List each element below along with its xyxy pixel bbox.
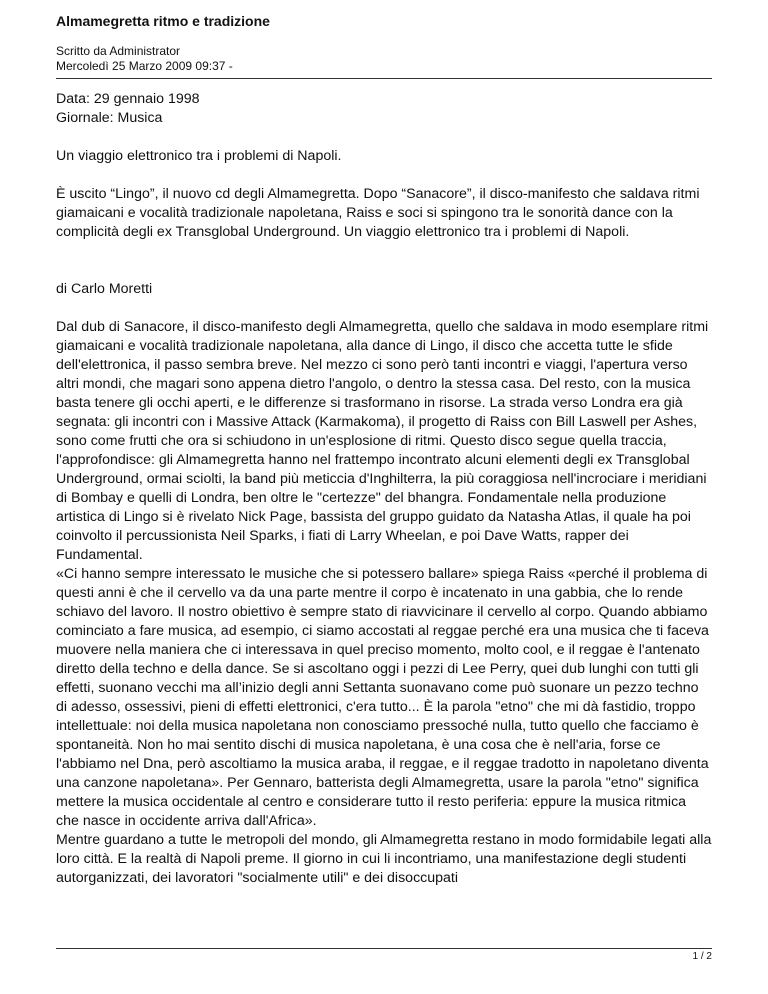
article-body <box>56 90 712 888</box>
article-date: Data: 29 gennaio 1998 <box>56 91 200 107</box>
page-number: 1 / 2 <box>692 951 712 962</box>
article-paragraph: Mentre guardano a tutte le metropoli del mondo, gli Almamegretta restano in modo formidabile legati alla loro città. E la realtà di Napoli preme. Il giorno in cui li incontriamo, una manifestazione degli studenti autorganizzati, dei lavoratori "socialmente utili" e dei disoccupati <box>56 832 712 886</box>
article-source: Giornale: Musica <box>56 110 163 126</box>
article-paragraph: Dal dub di Sanacore, il disco-manifesto degli Almamegretta, quello che saldava in modo esemplare ritmi giamaicani e vocalità tradizionale napoletana, alla dance di Lingo, il disco che accetta tutte le sfide dell'elettronica, il passo sembra breve. Nel mezzo ci sono però tanti incontri e viaggi, l'apertura verso altri mondi, che magari sono appena dietro l'angolo, o dentro la stessa casa. Del resto, con la musica basta tenere gli occhi aperti, e le differenze si trasformano in risorse. La strada verso Londra era già segnata: gli incontri con i Massive Attack (Karmakoma), il progetto di Raiss con Bill Laswell per Ashes, sono come frutti che ora si schiudono in un'esplosione di ritmi. Questo disco segue quella traccia, l'approfondisce: gli Almamegretta hanno nel frattempo incontrato alcuni elementi degli ex Transglobal Underground, ormai sciolti, la band più meticcia d'Inghilterra, la più coraggiosa nell'incrociare i meridiani di Bombay e quelli di Londra, ben oltre le "certezze" del bhangra. Fondamentale nella produzione artistica di Lingo si è rivelato Nick Page, bassista del gruppo guidato da Natasha Atlas, il quale ha poi coinvolto il percussionista Neil Sparks, i fiati di Larry Wheelan, e poi Dave Watts, rapper dei Fundamental. <box>56 319 709 563</box>
article-subtitle: Un viaggio elettronico tra i problemi di Napoli. <box>56 148 342 164</box>
document-title: Almamegretta ritmo e tradizione <box>56 13 270 29</box>
date-line: Mercoledì 25 Marzo 2009 09:37 - <box>56 59 233 73</box>
header-divider <box>56 78 712 79</box>
document-meta <box>56 44 233 74</box>
article-paragraph: «Ci hanno sempre interessato le musiche che si potessero ballare» spiega Raiss «perché il problema di questi anni è che il cervello va da una parte mentre il corpo è incatenato in una gabbia, che lo rende schiavo del lavoro. Il nostro obiettivo è sempre stato di riavvicinare il cervello al corpo. Quando abbiamo cominciato a fare musica, ad esempio, ci siamo accostati al reggae perché era una musica che ti faceva muovere nella maniera che ci interessava in quel preciso momento, molto cool, e il reggae è l'antenato diretto della techno e della dance. Se si ascoltano oggi i pezzi di Lee Perry, quei dub lunghi con tutti gli effetti, suonano vecchi ma all’inizio degli anni Settanta suonavano come può suonare un pezzo techno di adesso, ossessivi, pieni di effetti elettronici, c'era tutto... È la parola "etno" che mi dà fastidio, troppo intellettuale: noi della musica napoletana non conosciamo pressoché nulla, tutto quello che facciamo è spontaneità. Non ho mai sentito dischi di musica napoletana, è una cosa che è nell'aria, forse ce l'abbiamo nel Dna, però ascoltiamo la musica araba, il reggae, e il reggae tradotto in napoletano diventa una canzone napoletana». Per Gennaro, batterista degli Almamegretta, usare la parola "etno" significa mettere la musica occidentale al centro e considerare tutto il resto periferia: eppure la musica ritmica che nasce in occidente arriva dall'Africa». <box>56 566 709 829</box>
footer-divider <box>56 948 712 949</box>
article-intro: È uscito “Lingo”, il nuovo cd degli Almamegretta. Dopo “Sanacore”, il disco-manifesto che saldava ritmi giamaicani e vocalità tradizionale napoletana, Raiss e soci si spingono tra le sonorità dance con la complicità degli ex Transglobal Underground. Un viaggio elettronico tra i problemi di Napoli. <box>56 186 700 240</box>
author-line: Scritto da Administrator <box>56 44 181 58</box>
article-byline: di Carlo Moretti <box>56 281 153 297</box>
